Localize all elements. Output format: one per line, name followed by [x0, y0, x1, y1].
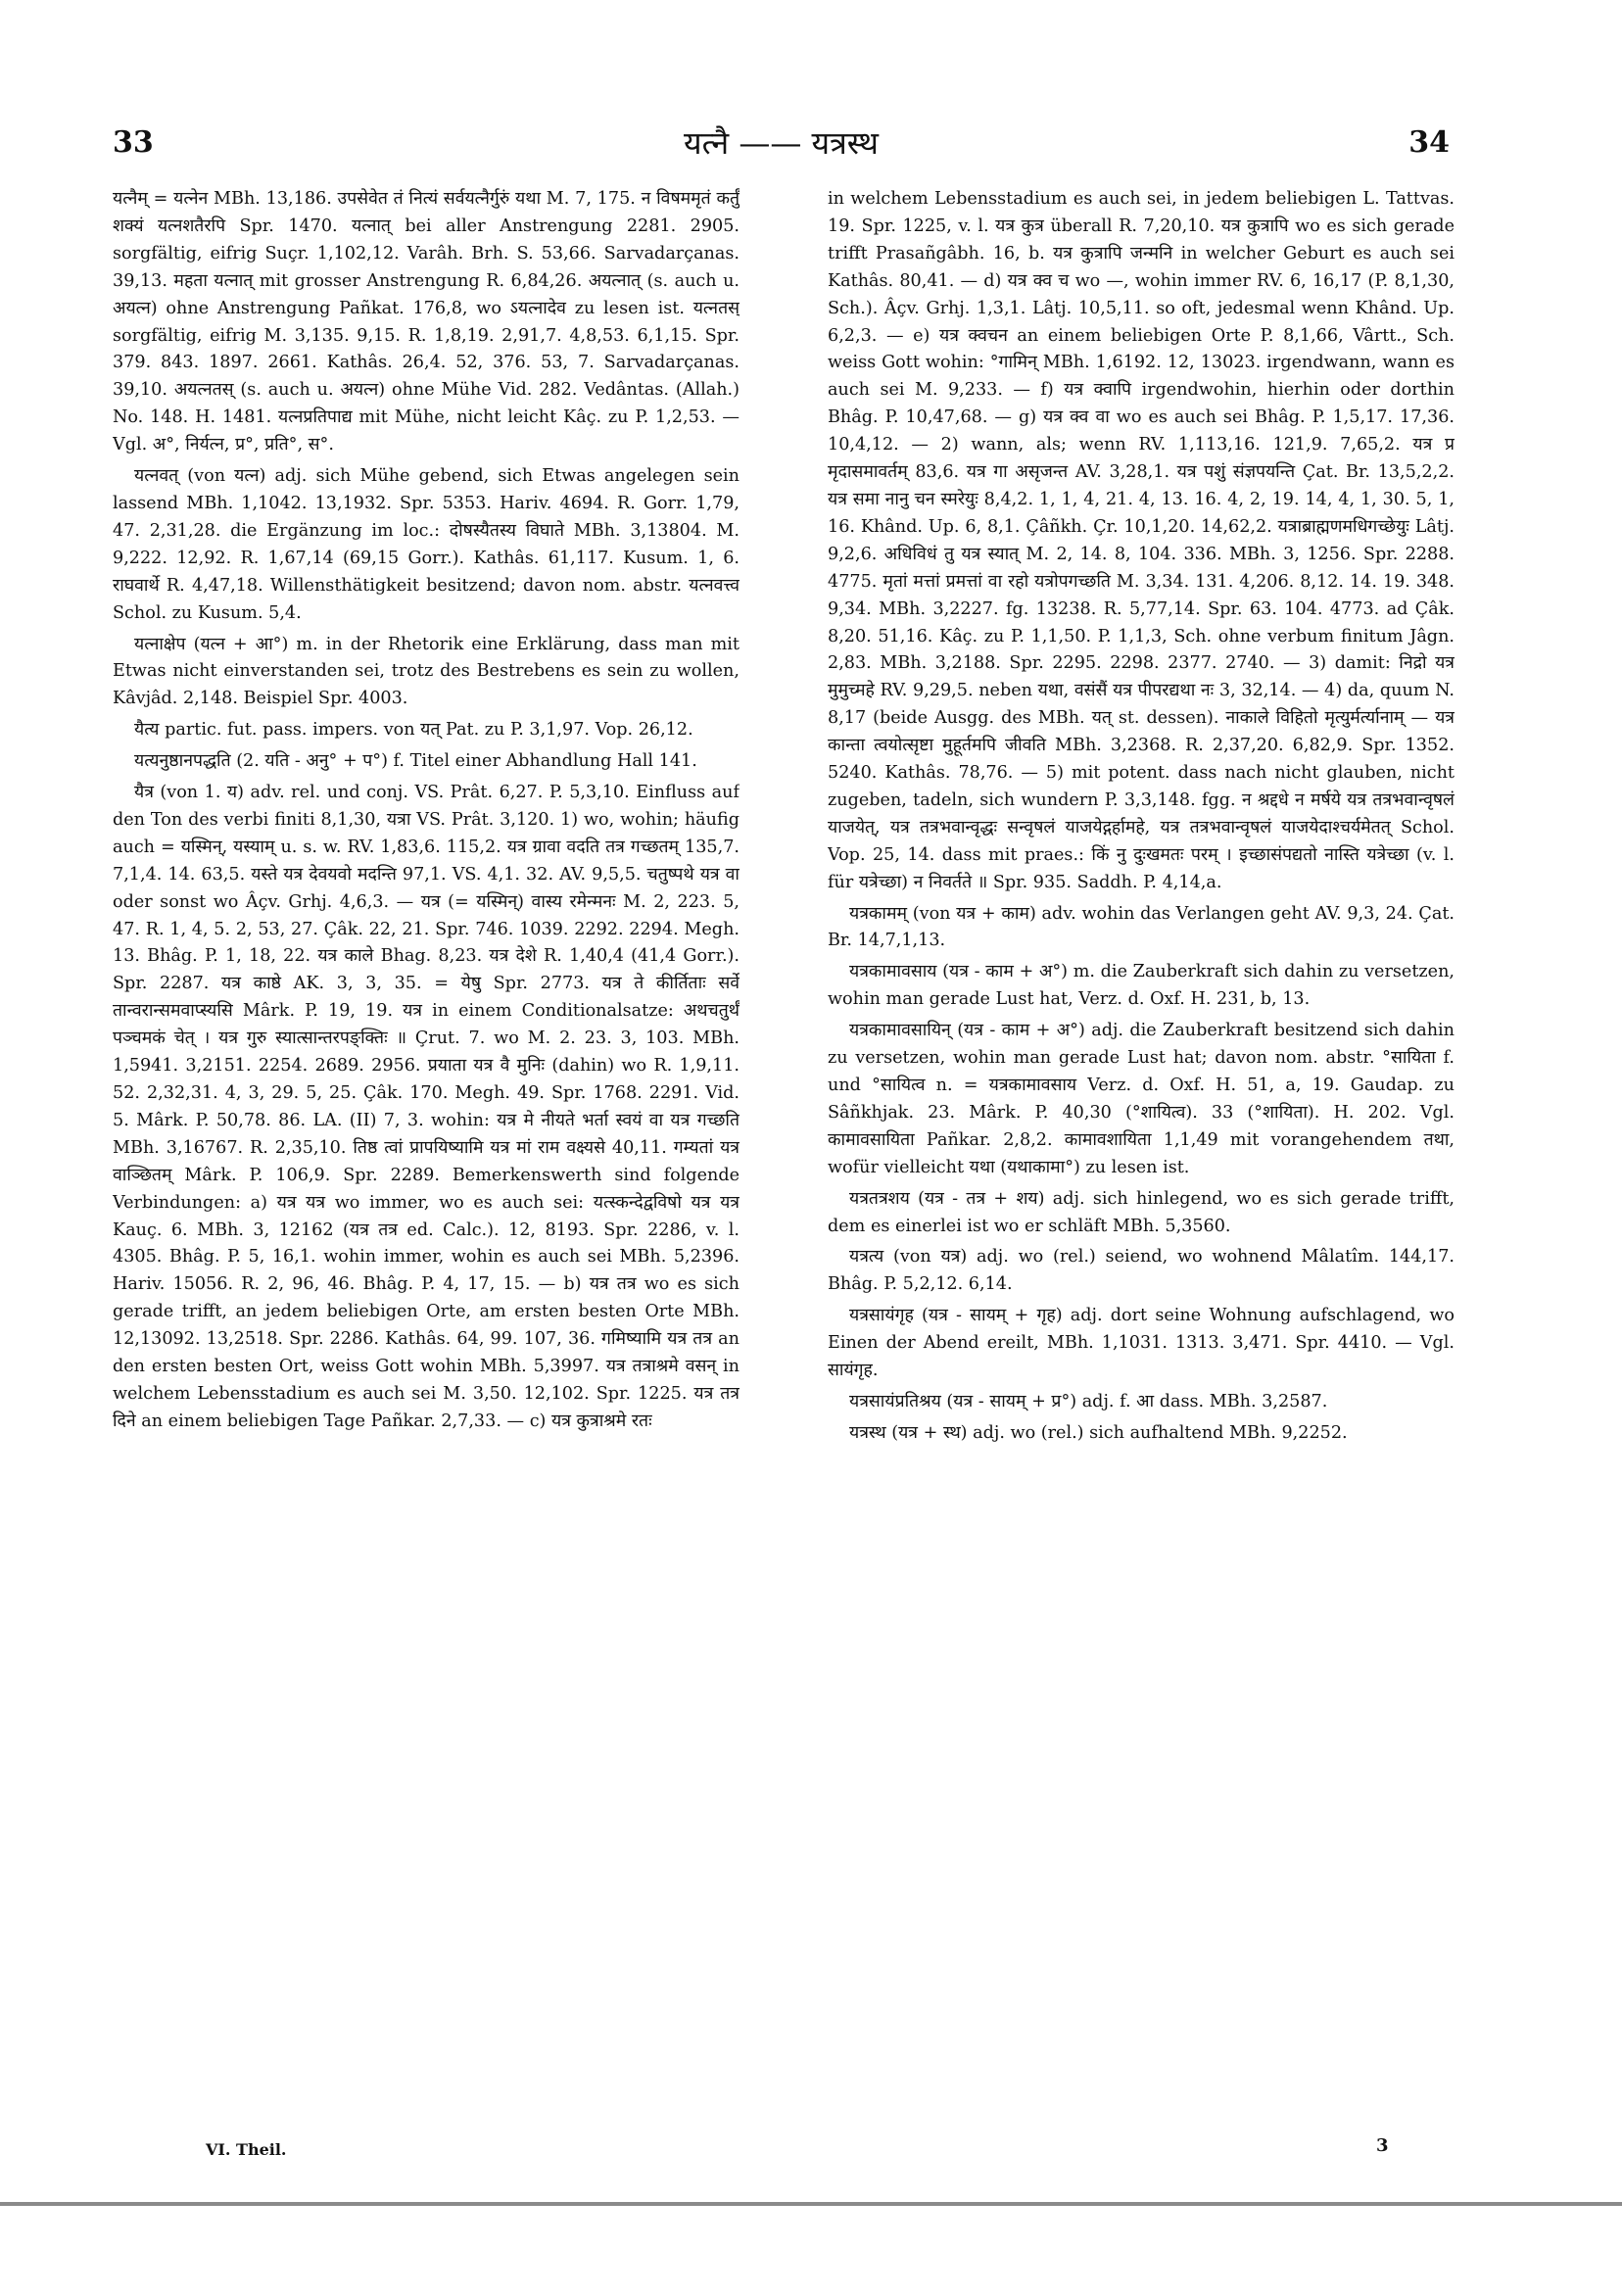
signature-mark: 3	[1376, 2135, 1389, 2156]
right-column	[828, 186, 1455, 2135]
dictionary-entry: यत्रसायंप्रतिश्रय (यत्र - सायम् + प्र°) adj. f. आ dass. MBh. 3,2587.	[849, 1391, 1328, 1411]
page-number-right: 34	[1408, 125, 1450, 160]
dictionary-entry: यत्रत्य (von यत्र) adj. wo (rel.) seiend, wo wohnend Mâlatîm. 144,17. Bhâg. P. 5,2,12. 6,14.	[828, 1247, 1455, 1295]
dictionary-entry: यत्नाक्षेप (यत्न + आ°) m. in der Rhetorik eine Erklärung, dass man mit Etwas nicht einverstanden sei, trotz des Bestrebens es sein zu wollen, Kâvjâd. 2,148. Beispiel Spr. 4003.	[113, 634, 739, 709]
dictionary-entry: यत्रसायंगृह (यत्र - सायम् + गृह) adj. dort seine Wohnung aufschlagend, wo Einen der Abend ereilt, MBh. 1,1031. 1313. 3,471. Spr. 4410. — Vgl. सायंगृह.	[828, 1306, 1455, 1381]
volume-note: VI. Theil.	[206, 2140, 287, 2159]
dictionary-entry: यत्रकामम् (von यत्र + काम) adv. wohin das Verlangen geht AV. 9,3, 24. Çat. Br. 14,7,1,13.	[828, 903, 1455, 951]
dictionary-entry: यैत्य partic. fut. pass. impers. von यत् Pat. zu P. 3,1,97. Vop. 26,12.	[134, 720, 693, 741]
left-column	[113, 186, 739, 2135]
entry-continuation: यत्नैम् = यत्नेन MBh. 13,186. उपसेवेत तं नित्यं सर्वयत्नैर्गुरुं यथा M. 7, 175. न विषममृतं कर्तुं शक्यं यत्नशतैरपि Spr. 1470. यत्नात् bei aller Anstrengung 2281. 2905. sorgfältig, eifrig Suçr. 1,102,12. Varâh. Brh. S. 53,66. Sarvadarçanas. 39,13. महता यत्नात् mit grosser Anstrengung R. 6,84,26. अयत्नात् (s. auch u. अयत्न) ohne Anstrengung Pañkat. 176,8, wo ऽयत्नादेव zu lesen ist. यत्नतस् sorgfältig, eifrig M. 3,135. 9,15. R. 1,8,19. 2,91,7. 4,8,53. 6,1,15. Spr. 379. 843. 1897. 2661. Kathâs. 26,4. 52, 376. 53, 7. Sarvadarçanas. 39,10. अयत्नतस् (s. auch u. अयत्न) ohne Mühe Vid. 282. Vedântas. (Allah.) No. 148. H. 1481. यत्नप्रतिपाद्य mit Mühe, nicht leicht Kâç. zu P. 1,2,53. — Vgl. अ°, निर्यत्न, प्र°, प्रति°, स°.	[113, 189, 739, 455]
page-number-left: 33	[113, 125, 154, 160]
dictionary-entry: यत्रकामावसायिन् (यत्र - काम + अ°) adj. die Zauberkraft besitzend sich dahin zu versetzen, wohin man gerade Lust hat; davon nom. abstr. °सायिता f. und °सायित्व n. = यत्रकामावसाय Verz. d. Oxf. H. 51, a, 19. Gaudap. zu Sâñkhjak. 23. Mârk. P. 40,30 (°शायित्व). 33 (°शायिता). H. 202. Vgl. कामावसायिता Pañkar. 2,8,2. कामावशायिता 1,1,49 mit vorangehendem तथा, wofür vielleicht यथा (यथाकामा°) zu lesen ist.	[828, 1021, 1455, 1177]
bottom-rule	[0, 2202, 1622, 2206]
page-header	[113, 118, 1450, 167]
dictionary-entry: यैत्र (von 1. य) adv. rel. und conj. VS. Prât. 6,27. P. 5,3,10. Einfluss auf den Ton des verbi finiti 8,1,30, यत्रा VS. Prât. 3,120. 1) wo, wohin; häufig auch = यस्मिन्, यस्याम् u. s. w. RV. 1,83,6. 115,2. यत्र ग्रावा वदति तत्र गच्छतम् 135,7. 7,1,4. 14. 63,5. यस्ते यत्र देवयवो मदन्ति 97,1. VS. 4,1. 32. AV. 9,5,5. चतुष्पथे यत्र वा oder sonst wo Âçv. Grhj. 4,6,3. — यत्र (= यस्मिन्) वास्य रमेन्मनः M. 2, 223. 5, 47. R. 1, 4, 5. 2, 53, 27. Çâk. 22, 21. Spr. 746. 1039. 2292. 2294. Megh. 13. Bhâg. P. 1, 18, 22. यत्र काले Bhag. 8,23. यत्र देशे R. 1,40,4 (41,4 Gorr.). Spr. 2287. यत्र काष्ठे AK. 3, 3, 35. = येषु Spr. 2773. यत्र ते कीर्तिताः सर्वे तान्वरान्समवाप्स्यसि Mârk. P. 19, 19. यत्र in einem Conditionalsatze: अथचतुर्थं पञ्चमकं चेत् । यत्र गुरु स्यात्सान्तरपङ्क्तिः ॥ Çrut. 7. wo M. 2. 23. 3, 103. MBh. 1,5941. 3,2151. 2254. 2689. 2956. प्रयाता यत्र वै मुनिः (dahin) wo R. 1,9,11. 52. 2,32,31. 4, 3, 29. 5, 25. Çâk. 170. Megh. 49. Spr. 1768. 2291. Vid. 5. Mârk. P. 50,78. 86. LA. (II) 7, 3. wohin: यत्र मे नीयते भर्ता स्वयं वा यत्र गच्छति MBh. 3,16767. R. 2,35,10. तिष्ठ त्वां प्रापयिष्यामि यत्र मां राम वक्ष्यसे 40,11. गम्यतां यत्र वाञ्छितम् Mârk. P. 106,9. Spr. 2289. Bemerkenswerth sind folgende Verbindungen: a) यत्र यत्र wo immer, wo es auch sei: यत्स्कन्देद्वविषो यत्र यत्र Kauç. 6. MBh. 3, 12162 (यत्र तत्र ed. Calc.). 12, 8193. Spr. 2286, v. l. 4305. Bhâg. P. 5, 16,1. wohin immer, wohin es auch sei MBh. 5,2396. Hariv. 15056. R. 2, 96, 46. Bhâg. P. 4, 17, 15. — b) यत्र तत्र wo es sich gerade trifft, an jedem beliebigen Orte, am ersten besten Orte MBh. 12,13092. 13,2518. Spr. 2286. Kathâs. 64, 99. 107, 36. गमिष्यामि यत्र तत्र an den ersten besten Ort, weiss Gott wohin MBh. 5,3997. यत्र तत्राश्रमे वसन् in welchem Lebensstadium es auch sei M. 3,50. 12,102. Spr. 1225. यत्र तत्र दिने an einem beliebigen Tage Pañkar. 2,7,33. — c) यत्र कुत्राश्रमे रतः	[113, 783, 739, 1431]
dictionary-entry: यत्रतत्रशय (यत्र - तत्र + शय) adj. sich hinlegend, wo es sich gerade trifft, dem es einerlei ist wo er schläft MBh. 5,3560.	[828, 1188, 1455, 1236]
dictionary-entry: यत्रस्थ (यत्र + स्थ) adj. wo (rel.) sich aufhaltend MBh. 9,2252.	[849, 1422, 1348, 1443]
dictionary-entry: यत्यनुष्ठानपद्धति (2. यति - अनु° + प°) f. Titel einer Abhandlung Hall 141.	[134, 751, 697, 772]
running-headword: यत्नै —— यत्रस्थ	[684, 124, 879, 162]
dictionary-entry: यत्रकामावसाय (यत्र - काम + अ°) m. die Zauberkraft sich dahin zu versetzen, wohin man gerade Lust hat, Verz. d. Oxf. H. 231, b, 13.	[828, 962, 1455, 1010]
dictionary-entry: यत्नवत् (von यत्न) adj. sich Mühe gebend, sich Etwas angelegen sein lassend MBh. 1,1042. 13,1932. Spr. 5353. Hariv. 4694. R. Gorr. 1,79, 47. 2,31,28. die Ergänzung im loc.: दोषस्यैतस्य विघाते MBh. 3,13804. M. 9,222. 12,92. R. 1,67,14 (69,15 Gorr.). Kathâs. 61,117. Kusum. 1, 6. राघवार्थे R. 4,47,18. Willensthätigkeit besitzend; davon nom. abstr. यत्नवत्त्व Schol. zu Kusum. 5,4.	[113, 466, 739, 623]
entry-continuation: in welchem Lebensstadium es auch sei, in jedem beliebigen L. Tattvas. 19. Spr. 1225, v. l. यत्र कुत्र überall R. 7,20,10. यत्र कुत्रापि wo es sich gerade trifft Prasañgâbh. 16, b. यत्र कुत्रापि जन्मनि in welcher Geburt es auch sei Kathâs. 80,41. — d) यत्र क्व च wo —, wohin immer RV. 6, 16,17 (P. 8,1,30, Sch.). Âçv. Grhj. 1,3,1. Lâtj. 10,5,11. so oft, jedesmal wenn Khând. Up. 6,2,3. — e) यत्र क्वचन an einem beliebigen Orte P. 8,1,66, Vârtt., Sch. weiss Gott wohin: °गामिन् MBh. 1,6192. 12, 13023. irgendwann, wann es auch sei M. 9,233. — f) यत्र क्वापि irgendwohin, hierhin oder dorthin Bhâg. P. 10,47,68. — g) यत्र क्व वा wo es auch sei Bhâg. P. 1,5,17. 17,36. 10,4,12. — 2) wann, als; wenn RV. 1,113,16. 121,9. 7,65,2. यत्र प्र मृदासमावर्तम् 83,6. यत्र गा असृजन्त AV. 3,28,1. यत्र पशुं संज्ञपयन्ति Çat. Br. 13,5,2,2. यत्र समा नानु चन स्मरेयुः 8,4,2. 1, 1, 4, 21. 4, 13. 16. 4, 2, 19. 14, 4, 1, 30. 5, 1, 16. Khând. Up. 6, 8,1. Çâñkh. Çr. 10,1,20. 14,62,2. यत्राब्राह्मणमधिगच्छेयुः Lâtj. 9,2,6. अधिविधं तु यत्र स्यात् M. 2, 14. 8, 104. 336. MBh. 3, 1256. Spr. 2288. 4775. मृतां मत्तां प्रमत्तां वा रहो यत्रोपगच्छति M. 3,34. 131. 4,206. 8,12. 14. 19. 348. 9,34. MBh. 3,2227. fg. 13238. R. 5,77,14. Spr. 63. 104. 4773. ad Çâk. 8,20. 51,16. Kâç. zu P. 1,1,50. P. 1,1,3, Sch. ohne verbum finitum Jâgn. 2,83. MBh. 3,2188. Spr. 2295. 2298. 2377. 2740. — 3) damit: निद्रो यत्र मुमुच्महे RV. 9,29,5. neben यथा, वसंसैं यत्र पीपरद्यथा नः 3, 32,14. — 4) da, quum N. 8,17 (beide Ausgg. des MBh. यत् st. dessen). नाकाले विहितो मृत्युर्मर्त्यानाम् — यत्र कान्ता त्वयोत्सृष्टा मुहूर्तमपि जीवति MBh. 3,2368. R. 2,37,20. 6,82,9. Spr. 1352. 5240. Kathâs. 78,76. — 5) mit potent. dass nach nicht glauben, nicht zugeben, tadeln, sich wundern P. 3,3,148. fgg. न श्रद्दधे न मर्षये यत्र तत्रभवान्वृषलं याजयेत्, यत्र तत्रभवान्वृद्धः सन्वृषलं याजयेद्गर्हामहे, यत्र तत्रभवान्वृषलं याजयेदाश्चर्यमेतत् Schol. Vop. 25, 14. dass mit praes.: किं नु दुःखमतः परम् । इच्छासंपद्यतो नास्ति यत्रेच्छा (v. l. für यत्रेच्छा) न निवर्तते ॥ Spr. 935. Saddh. P. 4,14,a.	[828, 189, 1455, 892]
